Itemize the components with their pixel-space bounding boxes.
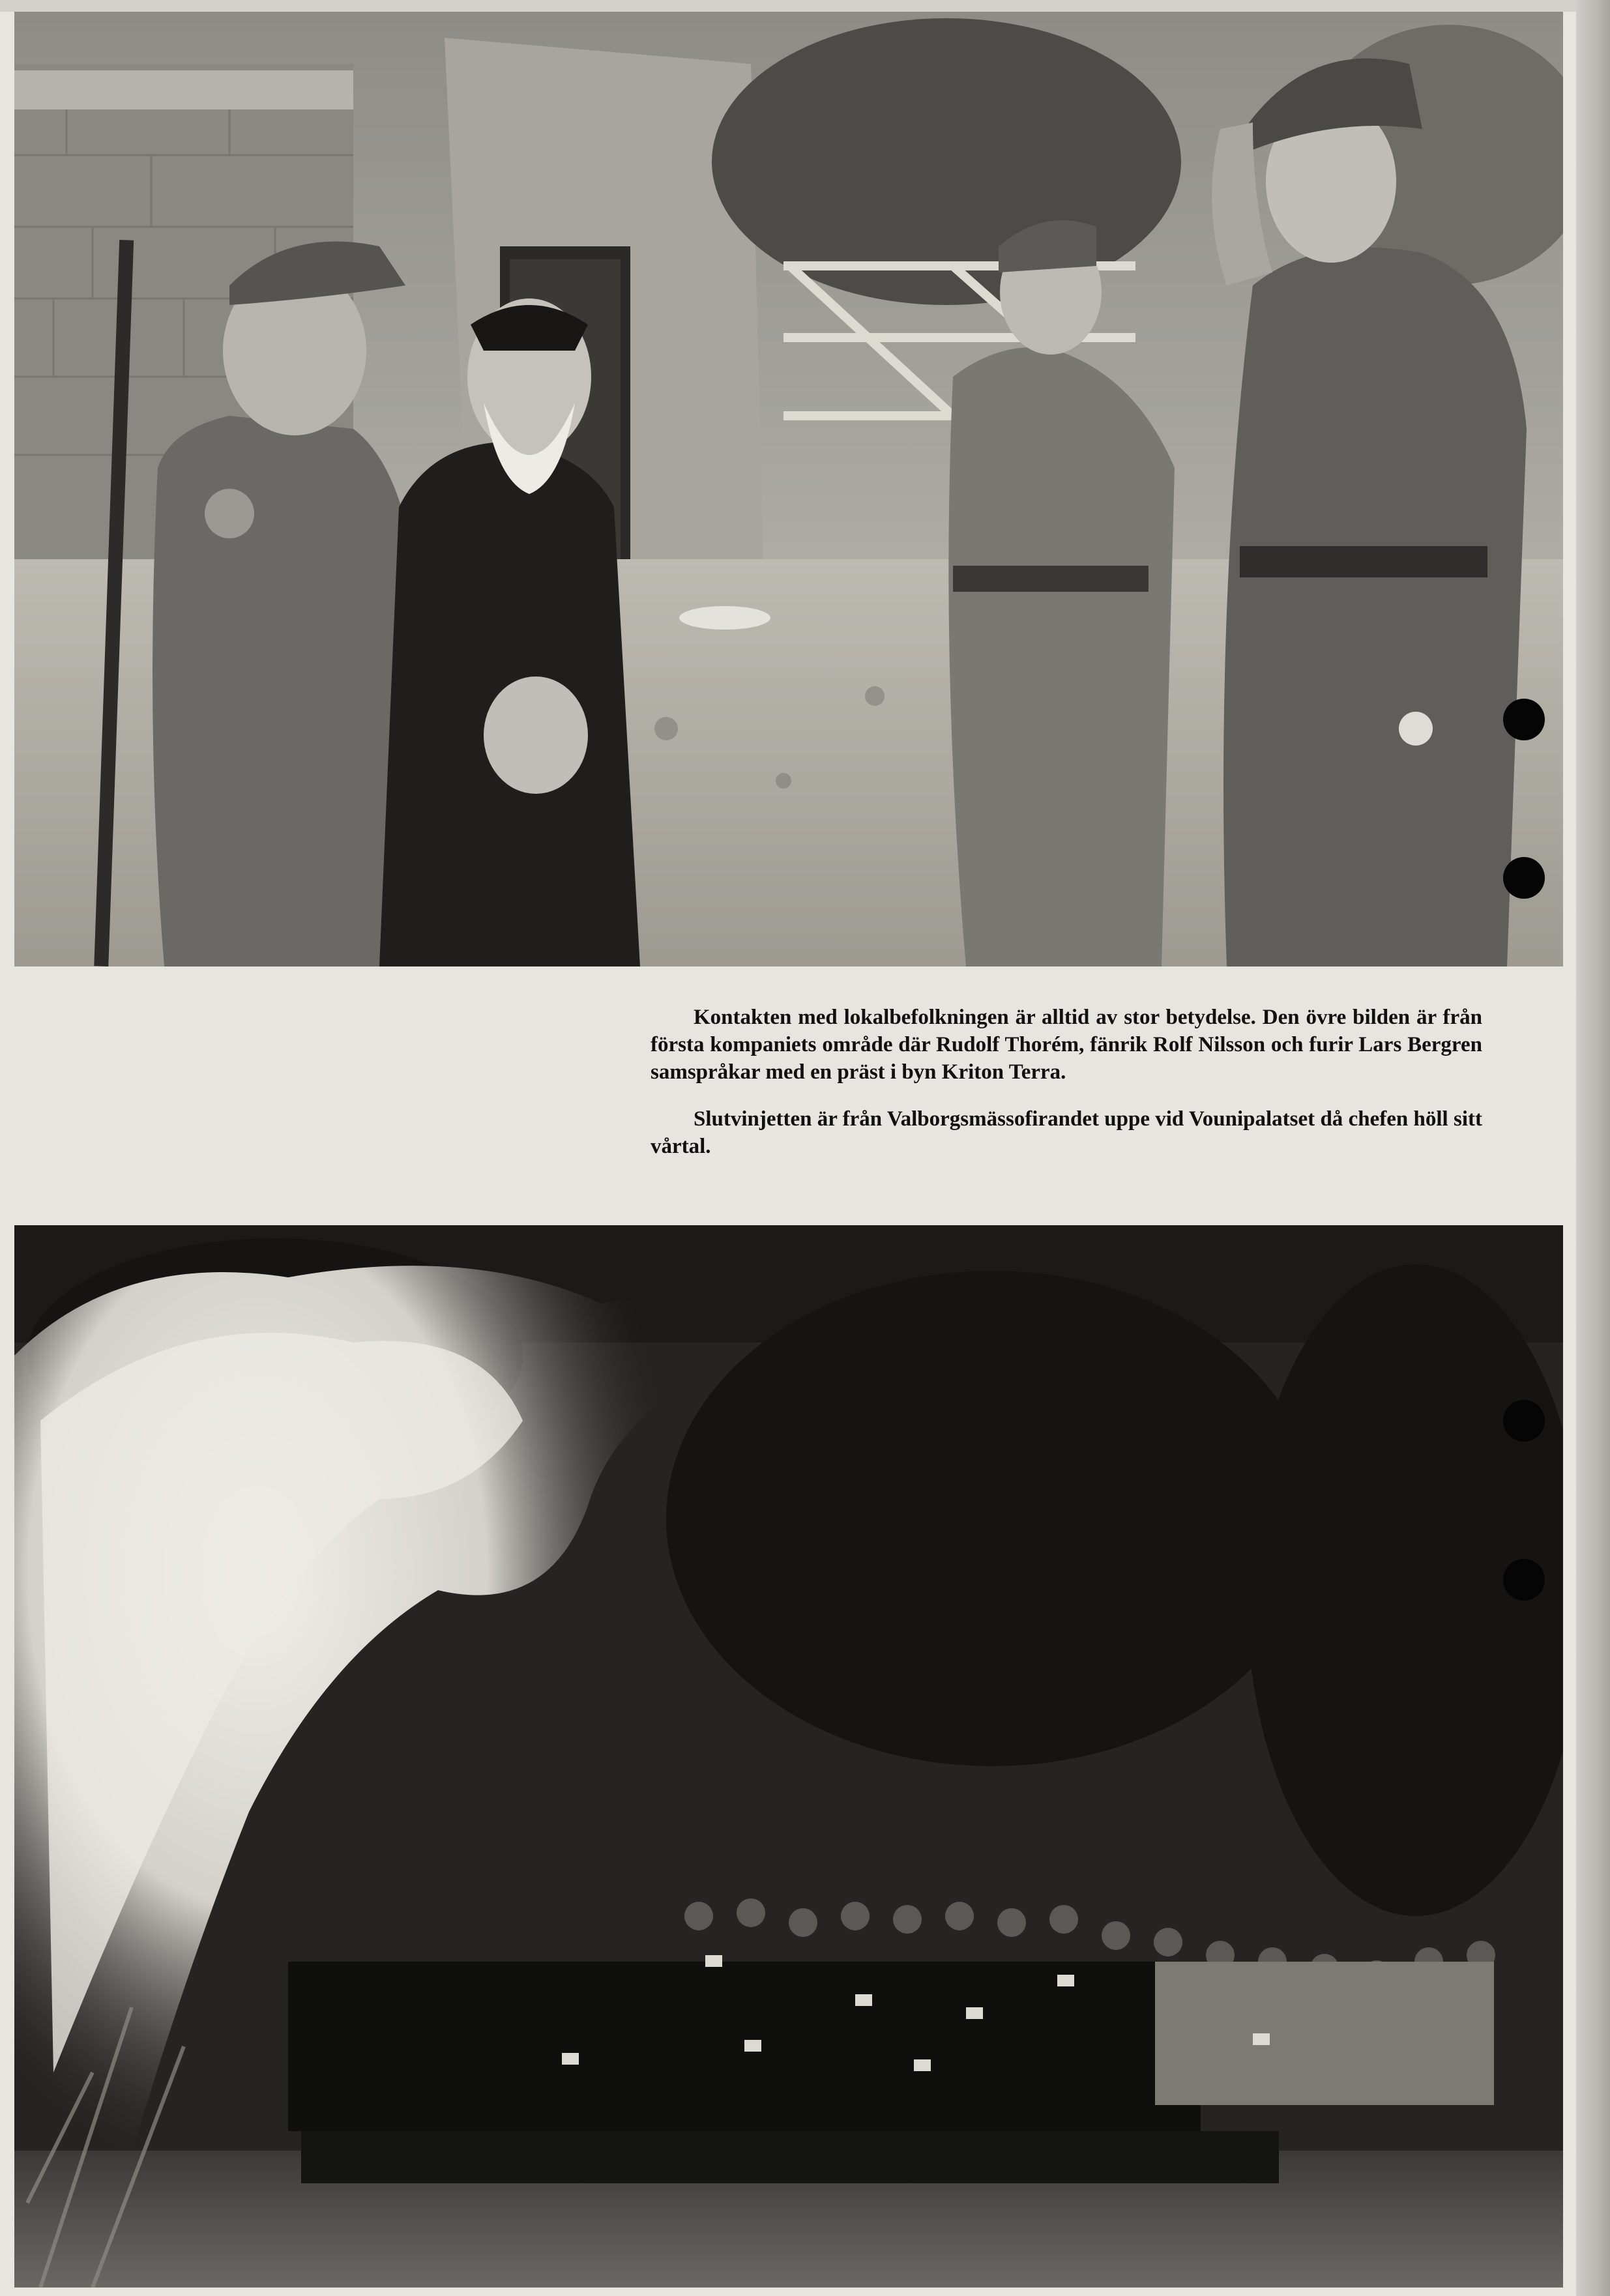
punch-hole	[1503, 857, 1545, 899]
photo-caption	[651, 1004, 1482, 1180]
caption-paragraph-2: Slutvinjetten är från Valborgsmässofirandet uppe vid Vounipalatset då chefen höll sitt vårtal.	[651, 1107, 1482, 1158]
scan-edge	[0, 0, 1610, 12]
punch-hole	[1503, 1400, 1545, 1442]
caption-paragraph-1: Kontakten med lokalbefolkningen är alltid av stor betydelse. Den övre bilden är från första kompaniets område där Rudolf Thorém, fänrik Rolf Nilsson och furir Lars Bergren samspråkar med en präst i byn Kriton Terra.	[651, 1006, 1482, 1084]
punch-hole	[1503, 699, 1545, 740]
punch-hole	[1503, 1559, 1545, 1601]
photo-bonfire-gathering	[14, 1225, 1563, 2288]
page-edge-shadow	[1576, 0, 1610, 2296]
photo-village-meeting	[14, 12, 1563, 966]
